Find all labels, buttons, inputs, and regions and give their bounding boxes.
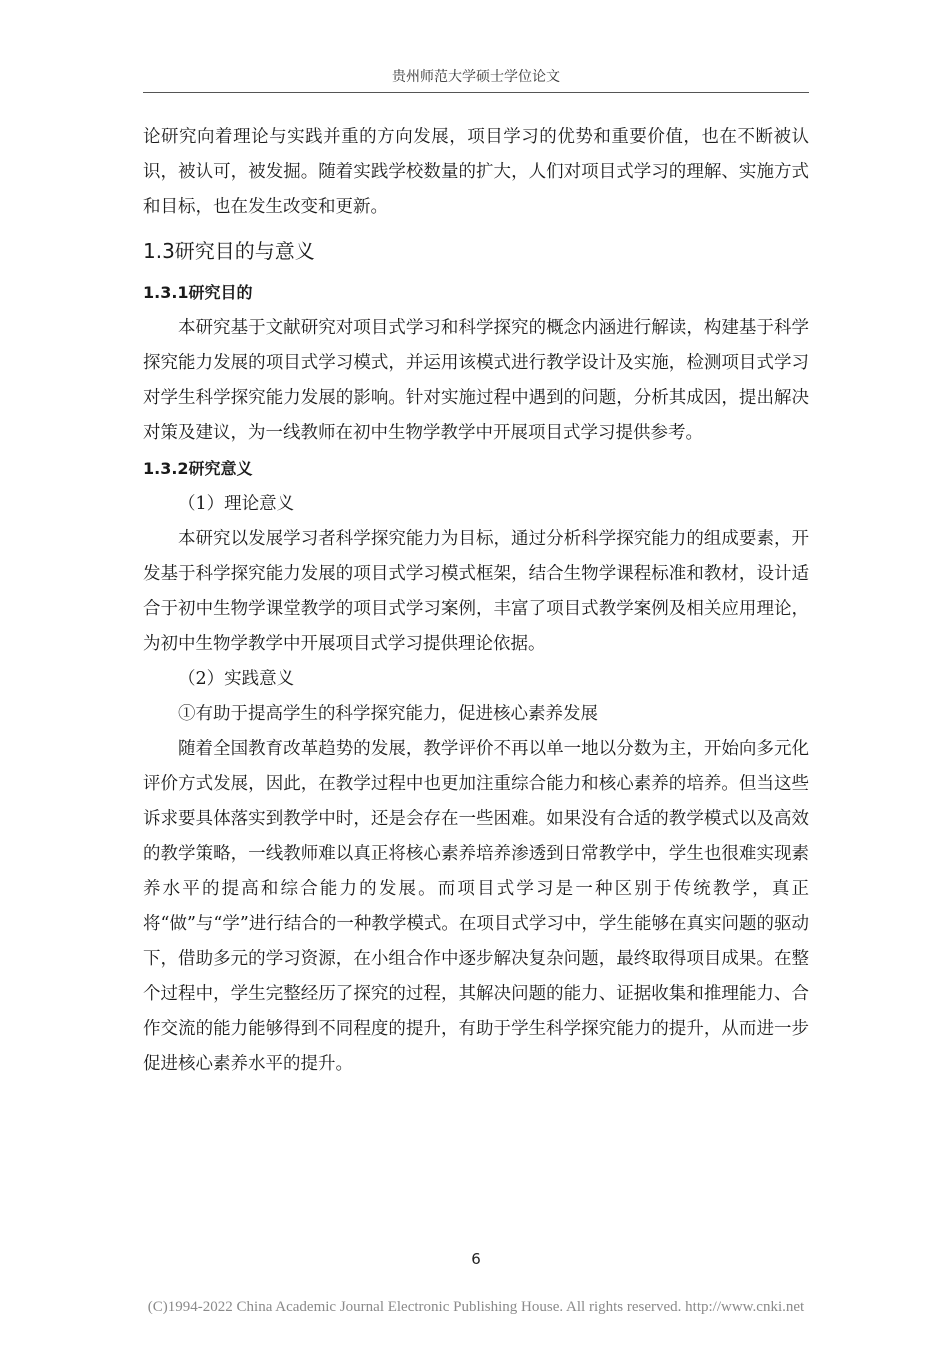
running-header: 贵州师范大学硕士学位论文: [392, 69, 560, 85]
page-body: [143, 120, 809, 1082]
page-number: 6: [471, 1250, 481, 1268]
paragraph-intro: 论研究向着理论与实践并重的方向发展，项目学习的优势和重要价值，也在不断被认识，被认可，被发掘。随着实践学校数量的扩大，人们对项目式学习的理解、实施方式和目标，也在发生改变和更新。: [143, 127, 809, 217]
header-rule: [143, 92, 809, 93]
subsection-heading-1-3-2: 1.3.2研究意义: [143, 459, 253, 478]
subsection-heading-1-3-1: 1.3.1研究目的: [143, 283, 253, 302]
paragraph-theory-significance: 本研究以发展学习者科学探究能力为目标，通过分析科学探究能力的组成要素，开发基于科学探究能力发展的项目式学习模式框架，结合生物学课程标准和教材，设计适合于初中生物学课堂教学的项目式学习案例，丰富了项目式教学案例及相关应用理论，为初中生物学教学中开展项目式学习提供理论依据。: [143, 529, 809, 654]
subheading-theory: （1）理论意义: [178, 494, 295, 514]
subheading-practice: （2）实践意义: [178, 669, 295, 689]
subheading-practice-point-1: ①有助于提高学生的科学探究能力，促进核心素养发展: [178, 704, 598, 724]
paragraph-research-purpose: 本研究基于文献研究对项目式学习和科学探究的概念内涵进行解读，构建基于科学探究能力发展的项目式学习模式，并运用该模式进行教学设计及实施，检测项目式学习对学生科学探究能力发展的影响。针对实施过程中遇到的问题，分析其成因，提出解决对策及建议，为一线教师在初中生物学教学中开展项目式学习提供参考。: [143, 318, 809, 443]
section-heading-1-3: 1.3研究目的与意义: [143, 239, 315, 263]
copyright-notice: (C)1994-2022 China Academic Journal Electronic Publishing House. All rights reserved. http://www.cnki.net: [147, 1299, 805, 1315]
paragraph-practice-significance: 随着全国教育改革趋势的发展，教学评价不再以单一地以分数为主，开始向多元化评价方式发展，因此，在教学过程中也更加注重综合能力和核心素养的培养。但当这些诉求要具体落实到教学中时，还是会存在一些困难。如果没有合适的教学模式以及高效的教学策略，一线教师难以真正将核心素养培养渗透到日常教学中，学生也很难实现素养水平的提高和综合能力的发展。而项目式学习是一种区别于传统教学，真正将“做”与“学”进行结合的一种教学模式。在项目式学习中，学生能够在真实问题的驱动下，借助多元的学习资源，在小组合作中逐步解决复杂问题，最终取得项目成果。在整个过程中，学生完整经历了探究的过程，其解决问题的能力、证据收集和推理能力、合作交流的能力能够得到不同程度的提升，有助于学生科学探究能力的提升，从而进一步促进核心素养水平的提升。: [143, 739, 809, 1074]
